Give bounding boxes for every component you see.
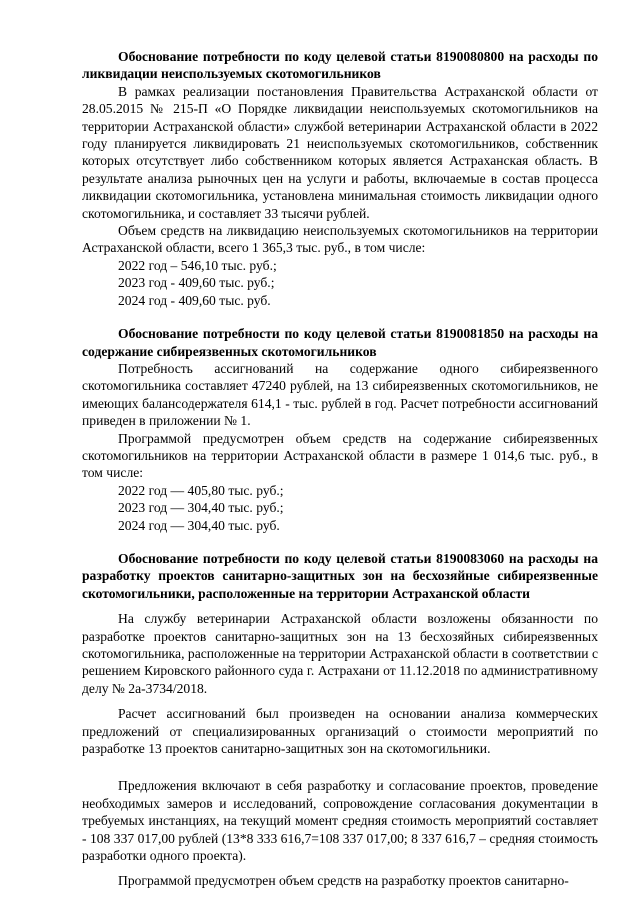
section-spacer <box>82 309 598 325</box>
list-item-liquidation-2024: 2024 год - 409,60 тыс. руб. <box>118 292 271 308</box>
list-item-liquidation-2023: 2023 год - 409,60 тыс. руб.; <box>118 275 275 291</box>
list-item-maintenance-2023: 2023 год — 304,40 тыс. руб.; <box>118 500 284 516</box>
section-heading-sanitary-zones: Обоснование потребности по коду целевой статьи 8190083060 на расходы на разработку проектов санитарно-защитных зон на бесхозяйные сибиреязвенные скотомогильники, расположенные на территории Астраханской области <box>82 550 598 601</box>
paragraph-liquidation-basis: В рамках реализации постановления Правительства Астраханской области от 28.05.2015 № 215-П «О Порядке ликвидации неиспользуемых скотомогильников на территории Астраханской области» службой ветеринарии Астраханской области в 2022 году планируется ликвидировать 21 неиспользуемых скотомогильников, собственник которых отсутствует либо собственником которых является Астраханская область. В результате анализа рыночных цен на услуги и работы, включаемые в состав процесса ликвидации скотомогильника, установлена минимальная стоимость ликвидации одного скотомогильника, и составляет 33 тысячи рублей. <box>82 83 598 221</box>
paragraph-maintenance-need: Потребность ассигнований на содержание одного сибиреязвенного скотомогильника составляет 47240 рублей, на 13 сибиреязвенных скотомогильников, не имеющих балансодержателя 614,1 - тыс. рублей в год. Расчет потребности ассигнований приведен в приложении № 1. <box>82 360 598 429</box>
paragraph-sanitary-proposals: Предложения включают в себя разработку и согласование проектов, проведение необходимых замеров и исследований, сопровождение согласования документации в требуемых инстанциях, на текущий момент средняя стоимость мероприятий составляет - 108 337 017,00 рублей (13*8 333 616,7=108 337 017,00; 8 337 616,7 – средняя стоимость разработки одного проекта). <box>82 778 598 864</box>
paragraph-liquidation-volume: Объем средств на ликвидацию неиспользуемых скотомогильников на территории Астраханской области, всего 1 365,3 тыс. руб., в том числе: <box>82 223 598 256</box>
paragraph-sanitary-program: Программой предусмотрен объем средств на разработку проектов санитарно- <box>118 873 569 889</box>
paragraph-sanitary-calculation: Расчет ассигнований был произведен на основании анализа коммерческих предложений от специализированных организаций о стоимости мероприятий по разработке 13 проектов санитарно-защитных зон на скотомогильники. <box>82 706 598 757</box>
list-item-maintenance-2022: 2022 год — 405,80 тыс. руб.; <box>118 482 284 498</box>
paragraph-maintenance-volume: Программой предусмотрен объем средств на содержание сибиреязвенных скотомогильников на территории Астраханской области в размере 1 014,6 тыс. руб., в том числе: <box>82 430 598 481</box>
list-item-liquidation-2022: 2022 год – 546,10 тыс. руб.; <box>118 257 277 273</box>
section-heading-liquidation: Обоснование потребности по коду целевой статьи 8190080800 на расходы по ликвидации неиспользуемых скотомогильников <box>82 49 598 82</box>
paragraph-spacer <box>82 697 598 705</box>
paragraph-spacer <box>82 864 598 872</box>
paragraph-sanitary-duty: На службу ветеринарии Астраханской области возложены обязанности по разработке проектов санитарно-защитных зон на 13 бесхозяйных сибиреязвенных скотомогильника, расположенные на территории Астраханской области в соответствии с решением Кировского районного суда г. Астрахани от 11.12.2018 по административному делу № 2а-3734/2018. <box>82 611 598 696</box>
list-item-maintenance-2024: 2024 год — 304,40 тыс. руб. <box>118 517 280 533</box>
section-spacer <box>82 534 598 550</box>
paragraph-spacer <box>82 757 598 777</box>
section-heading-maintenance: Обоснование потребности по коду целевой статьи 8190081850 на расходы на содержание сибиреязвенных скотомогильников <box>82 326 598 359</box>
paragraph-spacer <box>82 602 598 610</box>
